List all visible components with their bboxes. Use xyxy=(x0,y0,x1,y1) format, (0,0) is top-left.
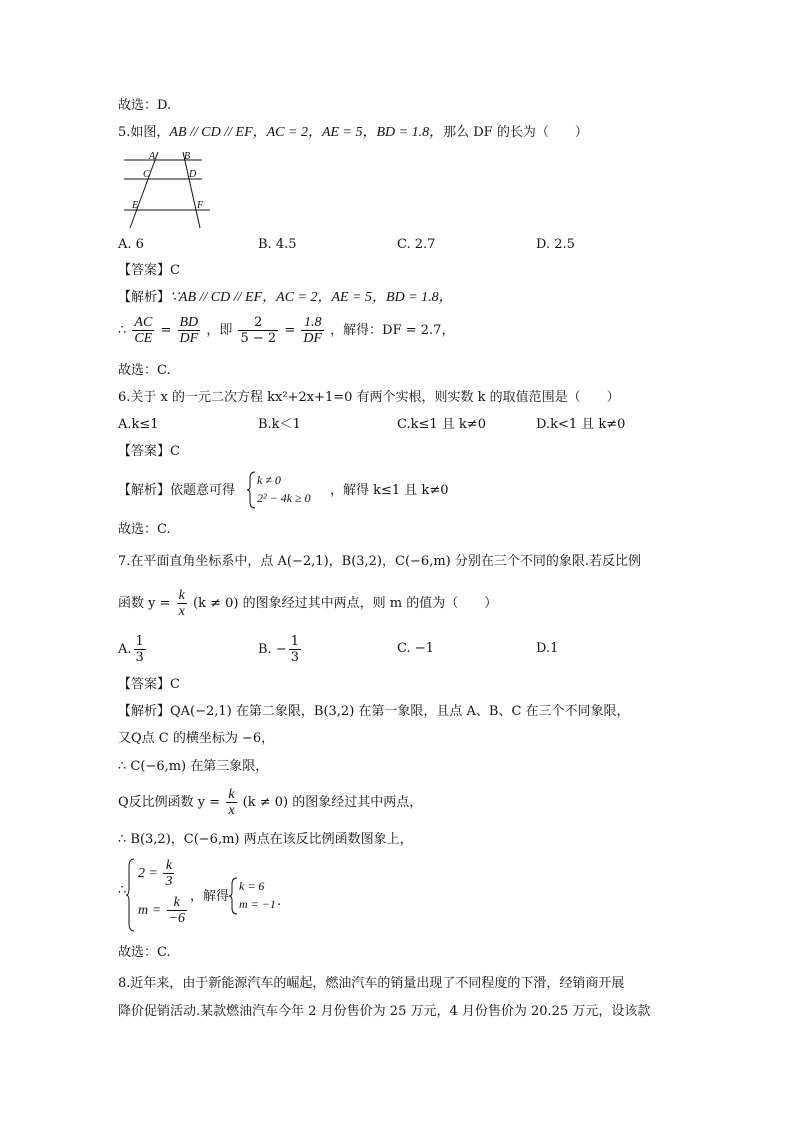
prev-answer-line: 故选：D. xyxy=(118,98,172,113)
q5-condition: AB // CD // EF，AC = 2，AE = 5，BD = 1.8， xyxy=(169,125,444,140)
fraction-ac-ce: $\frac{AC}{CE}$ xyxy=(134,315,153,346)
q7-option-d: D.1 xyxy=(536,641,559,656)
fraction-k-over-x-2: $\frac{k}{x}$ xyxy=(228,787,235,818)
label-d: D xyxy=(189,169,197,180)
q7-analysis-label: 【解析】 xyxy=(118,704,171,719)
q6-answer: 【答案】C xyxy=(118,444,180,459)
q5-solve-text: ，解得：DF = 2.7， xyxy=(330,323,455,338)
q7-result-end: . xyxy=(277,894,282,909)
label-a: A xyxy=(149,151,156,162)
q7-solve-text: ，解得 xyxy=(190,889,230,904)
q7-option-c: C. −1 xyxy=(397,641,434,656)
q6-option-c: C.k≤1 且 k≠0 xyxy=(397,417,486,432)
q6-option-b: B.k＜1 xyxy=(258,417,301,432)
label-b: B xyxy=(184,151,191,162)
q7-answer: 【答案】C xyxy=(118,677,180,692)
q6-analysis-post: ，解得 k≤1 且 k≠0 xyxy=(330,483,449,498)
question-8-line1: 8.近年来，由于新能源汽车的崛起，燃油汽车的销量出现了不同程度的下滑，经销商开展 xyxy=(118,976,625,991)
q6-system-brace xyxy=(247,470,257,510)
q7-system-therefore: ∴ xyxy=(118,883,127,898)
therefore-sign: ∴ xyxy=(118,323,127,338)
fraction-2-over-5-2: $\frac{2}{5 - 2}$ xyxy=(240,315,277,346)
fraction-bd-df: $\frac{BD}{DF}$ xyxy=(179,315,199,346)
q6-analysis xyxy=(118,482,235,500)
q6-system-eq1: k ≠ 0 xyxy=(257,473,281,487)
q6-end: 故选：C. xyxy=(118,522,171,537)
q7-analysis-5: ∴ B(3,2)，C(−6,m) 两点在该反比例函数图象上， xyxy=(118,832,413,847)
question-6-stem: 6.关于 x 的一元二次方程 kx²+2x+1=0 有两个实根，则实数 k 的取值范围是（ ） xyxy=(118,390,620,405)
q5-suffix: 那么 DF 的长为（ ） xyxy=(443,125,588,140)
question-5-stem xyxy=(118,124,588,142)
q7-result-brace xyxy=(229,876,239,916)
transversal-ace xyxy=(130,152,158,228)
label-c: C xyxy=(143,169,150,180)
equals-sign: = xyxy=(160,323,172,338)
q7-analysis-1 xyxy=(118,703,630,721)
q7-result xyxy=(239,877,276,913)
q7-system-eq2: m = $\frac{k}{-6}$ xyxy=(138,895,186,927)
question-7-line1: 7.在平面直角坐标系中，点 A(−2,1)，B(3,2)，C(−6,m) 分别在三个不同的象限.若反比例 xyxy=(118,554,641,569)
q6-option-a: A.k≤1 xyxy=(118,417,159,432)
q5-parallel-lines-figure xyxy=(118,148,213,230)
question-8-line2: 降价促销活动.某款燃油汽车今年 2 月份售价为 25 万元，4 月份售价为 20.25 万元，设该款 xyxy=(118,1004,651,1019)
q7-option-b: B. − $\frac{1}{3}$ xyxy=(258,634,299,665)
q5-option-a: A. 6 xyxy=(118,237,144,252)
q7-func-post: (k ≠ 0) 的图象经过其中两点，则 m 的值为（ ） xyxy=(193,596,498,611)
q7-analysis-2: 又Q点 C 的横坐标为 −6， xyxy=(118,731,275,746)
q7-result-m: m = −1 xyxy=(239,897,276,911)
q5-ji-text: ，即 xyxy=(206,323,233,338)
label-f: F xyxy=(197,200,204,211)
transversal-bdf xyxy=(183,152,200,228)
q6-analysis-label: 【解析】 xyxy=(118,483,171,498)
q7-analysis-text-1: QA(−2,1) 在第二象限，B(3,2) 在第一象限，且点 A、B、C 在三个不同象限， xyxy=(170,704,630,719)
fraction-k-neg6: $\frac{k}{-6}$ xyxy=(168,895,186,927)
q7-end: 故选：C. xyxy=(118,945,171,960)
q6-option-d: D.k<1 且 k≠0 xyxy=(536,417,626,432)
q5-answer: 【答案】C xyxy=(118,263,180,278)
equals-sign-2: = xyxy=(284,323,296,338)
fraction-neg-1-3: $\frac{1}{3}$ xyxy=(290,634,299,665)
q6-system xyxy=(257,471,311,507)
q5-proportion-line xyxy=(118,315,454,347)
q7-func-pre: 函数 y = xyxy=(118,596,171,611)
q6-analysis-pre: 依题意可得 xyxy=(170,483,236,498)
q5-analysis xyxy=(118,289,453,307)
q5-option-b: B. 4.5 xyxy=(258,237,297,252)
q7-system-brace xyxy=(126,857,136,933)
q5-prefix: 5.如图， xyxy=(118,125,170,140)
q7-analysis-4: Q反比例函数 y = $\frac{k}{x}$ (k ≠ 0) 的图象经过其中两点， xyxy=(118,787,423,818)
q7-option-a: A. $\frac{1}{3}$ xyxy=(118,634,144,665)
q5-option-c: C. 2.7 xyxy=(397,237,436,252)
question-7-line2 xyxy=(118,588,497,620)
fraction-1-3: $\frac{1}{3}$ xyxy=(135,634,144,665)
q6-system-eq2: 2² − 4k ≥ 0 xyxy=(257,491,311,505)
fraction-k-over-x: $\frac{k}{x}$ xyxy=(178,588,185,619)
fraction-k-3: $\frac{k}{3}$ xyxy=(165,858,173,890)
q5-option-d: D. 2.5 xyxy=(536,237,575,252)
q7-system-eq1: 2 = $\frac{k}{3}$ xyxy=(138,858,173,890)
q7-analysis-3: ∴ C(−6,m) 在第三象限， xyxy=(118,759,269,774)
q5-analysis-text: ∵AB // CD // EF，AC = 2，AE = 5，BD = 1.8， xyxy=(170,290,453,305)
q5-analysis-label: 【解析】 xyxy=(118,290,171,305)
q7-result-k: k = 6 xyxy=(239,879,265,893)
fraction-1.8-df: $\frac{1.8}{DF}$ xyxy=(303,315,323,346)
label-e: E xyxy=(132,200,139,211)
q5-end: 故选：C. xyxy=(118,363,171,378)
